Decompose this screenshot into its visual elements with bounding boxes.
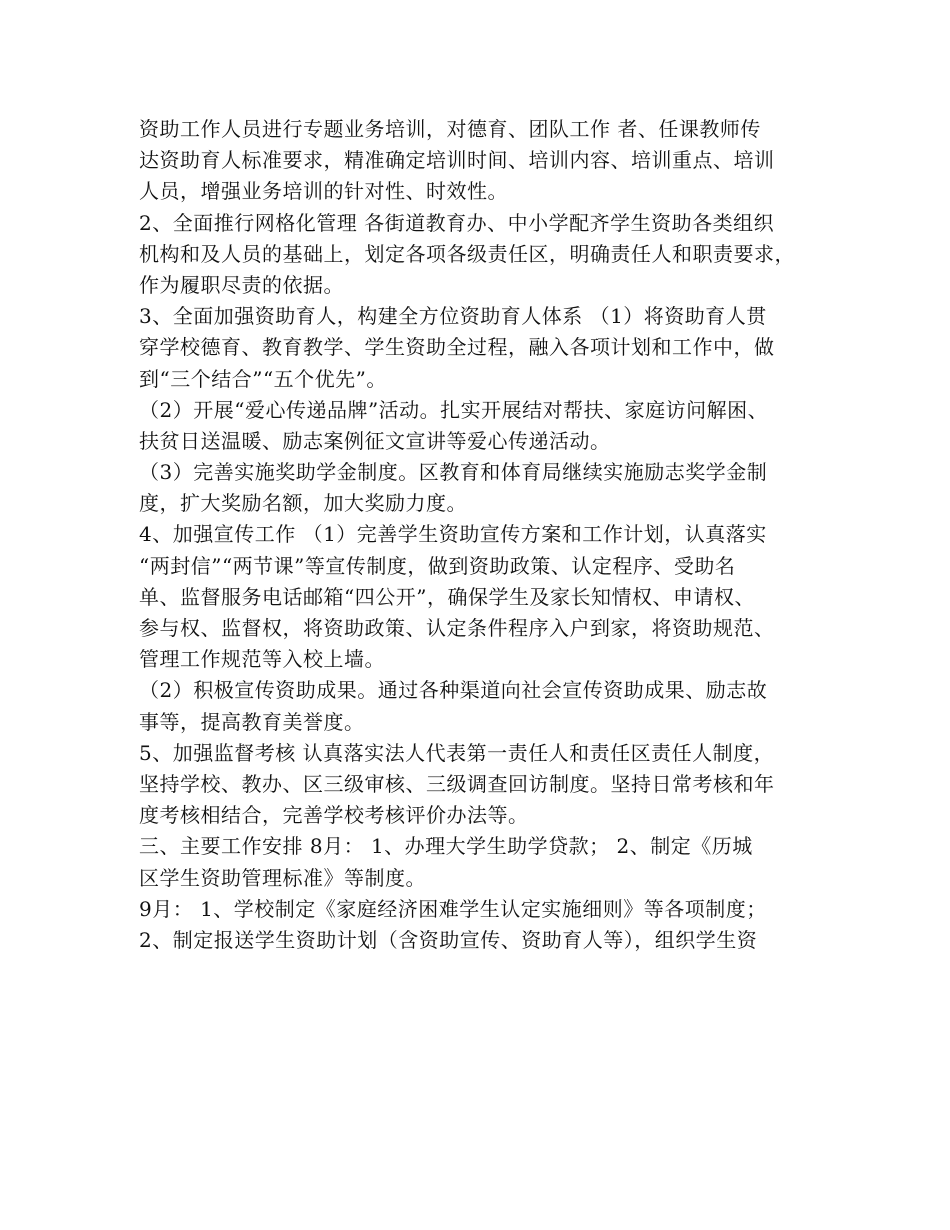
- text-line: 4、加强宣传工作 （1）完善学生资助宣传方案和工作计划，认真落实: [139, 522, 767, 547]
- text-line: 3、全面加强资助育人，构建全方位资助育人体系 （1）将资助育人贯: [139, 304, 767, 329]
- text-line: （2）开展“爱心传递品牌”活动。扎实开展结对帮扶、家庭访问解困、: [139, 397, 769, 422]
- text-line: 度，扩大奖励名额，加大奖励力度。: [139, 491, 467, 516]
- text-line: 2、制定报送学生资助计划（含资助宣传、资助育人等），组织学生资: [139, 927, 758, 952]
- text-line: 事等，提高教育美誉度。: [139, 709, 365, 734]
- text-line: 2、全面推行网格化管理 各街道教育办、中小学配齐学生资助各类组织: [139, 210, 775, 235]
- text-line: 坚持学校、教办、区三级审核、三级调查回访制度。坚持日常考核和年: [139, 771, 775, 796]
- text-line: 管理工作规范等入校上墙。: [139, 647, 385, 672]
- text-line: （3）完善实施奖助学金制度。区教育和体育局继续实施励志奖学金制: [139, 460, 768, 485]
- text-line: 区学生资助管理标准》等制度。: [139, 865, 426, 890]
- document-body: [139, 114, 829, 956]
- text-line: 参与权、监督权，将资助政策、认定条件程序入户到家，将资助规范、: [139, 616, 775, 640]
- text-line: 到“三个结合”“五个优先”。: [139, 366, 387, 391]
- text-line: 三、主要工作安排 8月： 1、办理大学生助学贷款； 2、制定《历城: [139, 834, 753, 859]
- text-line: 机构和及人员的基础上，划定各项各级责任区，明确责任人和职责要求，: [139, 241, 795, 266]
- text-line: 作为履职尽责的依据。: [139, 272, 344, 297]
- text-line: 单、监督服务电话邮箱“四公开”，确保学生及家长知情权、申请权、: [139, 584, 755, 609]
- text-line: 扶贫日送温暖、励志案例征文宣讲等爱心传递活动。: [139, 428, 611, 453]
- text-line: 穿学校德育、教育教学、学生资助全过程，融入各项计划和工作中，做: [139, 335, 775, 360]
- text-line: （2）积极宣传资助成果。通过各种渠道向社会宣传资助成果、励志故: [139, 678, 768, 703]
- text-line: 资助工作人员进行专题业务培训，对德育、团队工作 者、任课教师传: [139, 117, 761, 141]
- text-line: 9月： 1、学校制定《家庭经济困难学生认定实施细则》等各项制度；: [139, 896, 767, 921]
- text-line: 5、加强监督考核 认真落实法人代表第一责任人和责任区责任人制度，: [139, 740, 775, 765]
- text-line: 达资助育人标准要求，精准确定培训时间、培训内容、培训重点、培训: [139, 148, 775, 173]
- text-line: 人员，增强业务培训的针对性、时效性。: [139, 179, 508, 204]
- text-line: 度考核相结合，完善学校考核评价办法等。: [139, 803, 529, 828]
- text-line: “两封信”“两节课”等宣传制度，做到资助政策、认定程序、受助名: [139, 553, 736, 578]
